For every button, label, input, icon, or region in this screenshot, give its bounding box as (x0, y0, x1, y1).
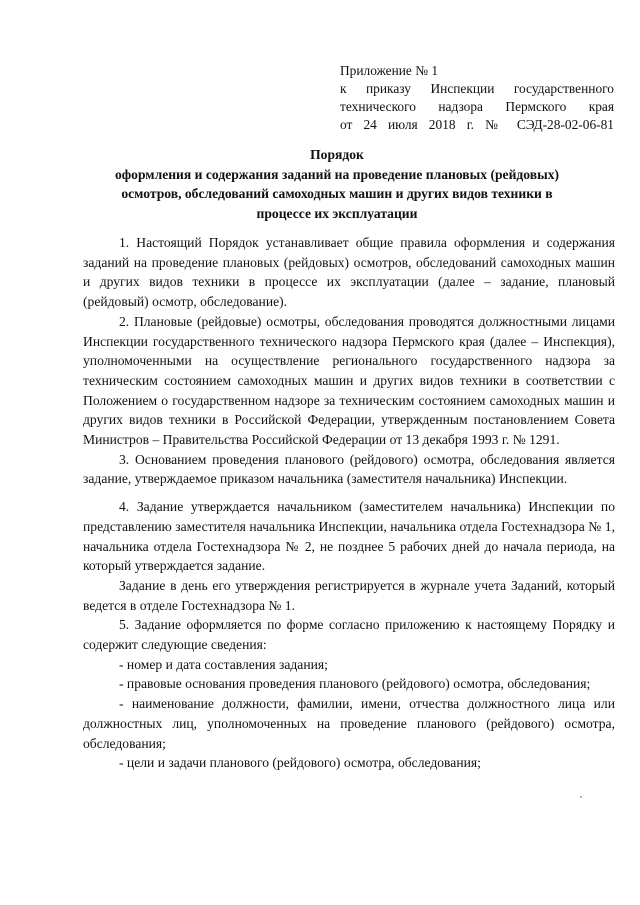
document-body (83, 233, 615, 773)
list-item-number-date: - номер и дата составления задания; (119, 656, 328, 672)
paragraph-4: 4. Задание утверждается начальником (заместителем начальника) Инспекции по представлению заместителя начальника Инспекции, начальника отдела Гостехнадзора № 1, начальника отдела Гостехнадзора № 2, не позднее 5 рабочих дней до начала периода, на который утверждается задание. (83, 499, 615, 574)
title-line-2: оформления и содержания заданий на проведение плановых (рейдовых) (114, 166, 560, 182)
title-line-4: процессе их эксплуатации (256, 205, 418, 221)
paragraph-5: 5. Задание оформляется по форме согласно приложению к настоящему Порядку и содержит следующие сведения: (83, 617, 615, 653)
appendix-header (340, 62, 614, 134)
list-item-legal-basis: - правовые основания проведения планового (рейдового) осмотра, обследования; (119, 676, 591, 692)
paragraph-2: 2. Плановые (рейдовые) осмотры, обследования проводятся должностными лицами Инспекции государственного технического надзора Пермского края (далее – Инспекция), уполномоченными на осуществление регионального государственного надзора за техническим состоянием самоходных машин и других видов техники в соответствии с Положением о государственном надзоре за техническим состоянием самоходных машин и других видов техники в Российской Федерации, утвержденным постановлением Совета Министров – Правительства Российской Федерации от 13 декабря 1993 г. № 1291. (83, 313, 615, 448)
appendix-date-number: от 24 июля 2018 г. № СЭД-28-02-06-81 (340, 117, 614, 132)
document-title (82, 145, 592, 223)
appendix-number: Приложение № 1 (340, 63, 439, 78)
paragraph-4-registration: Задание в день его утверждения регистрируется в журнале учета Заданий, который ведется в отделе Гостехнадзора № 1. (83, 577, 615, 613)
appendix-order-line: к приказу Инспекции государственного (340, 81, 614, 96)
title-line-3: осмотров, обследований самоходных машин и других видов техники в (121, 186, 553, 201)
paragraph-3: 3. Основанием проведения планового (рейдового) осмотра, обследования является задание, утверждаемое приказом начальника (заместителя начальника) Инспекции. (83, 451, 615, 487)
paragraph-1: 1. Настоящий Порядок устанавливает общие правила оформления и содержания заданий на проведение плановых (рейдовых) осмотров, обследований самоходных машин и других видов техники в процессе их эксплуатации (далее – задание, плановый (рейдовый) осмотр, обследование). (83, 235, 615, 310)
scan-speck (580, 796, 582, 798)
list-item-officials: - наименование должности, фамилии, имени, отчества должностного лица или должностных лиц, уполномоченных на проведение планового (рейдового) осмотра, обследования; (83, 696, 615, 751)
appendix-authority-line: технического надзора Пермского края (340, 99, 614, 114)
list-item-goals: - цели и задачи планового (рейдового) осмотра, обследования; (119, 755, 481, 771)
title-line-1: Порядок (310, 147, 364, 162)
